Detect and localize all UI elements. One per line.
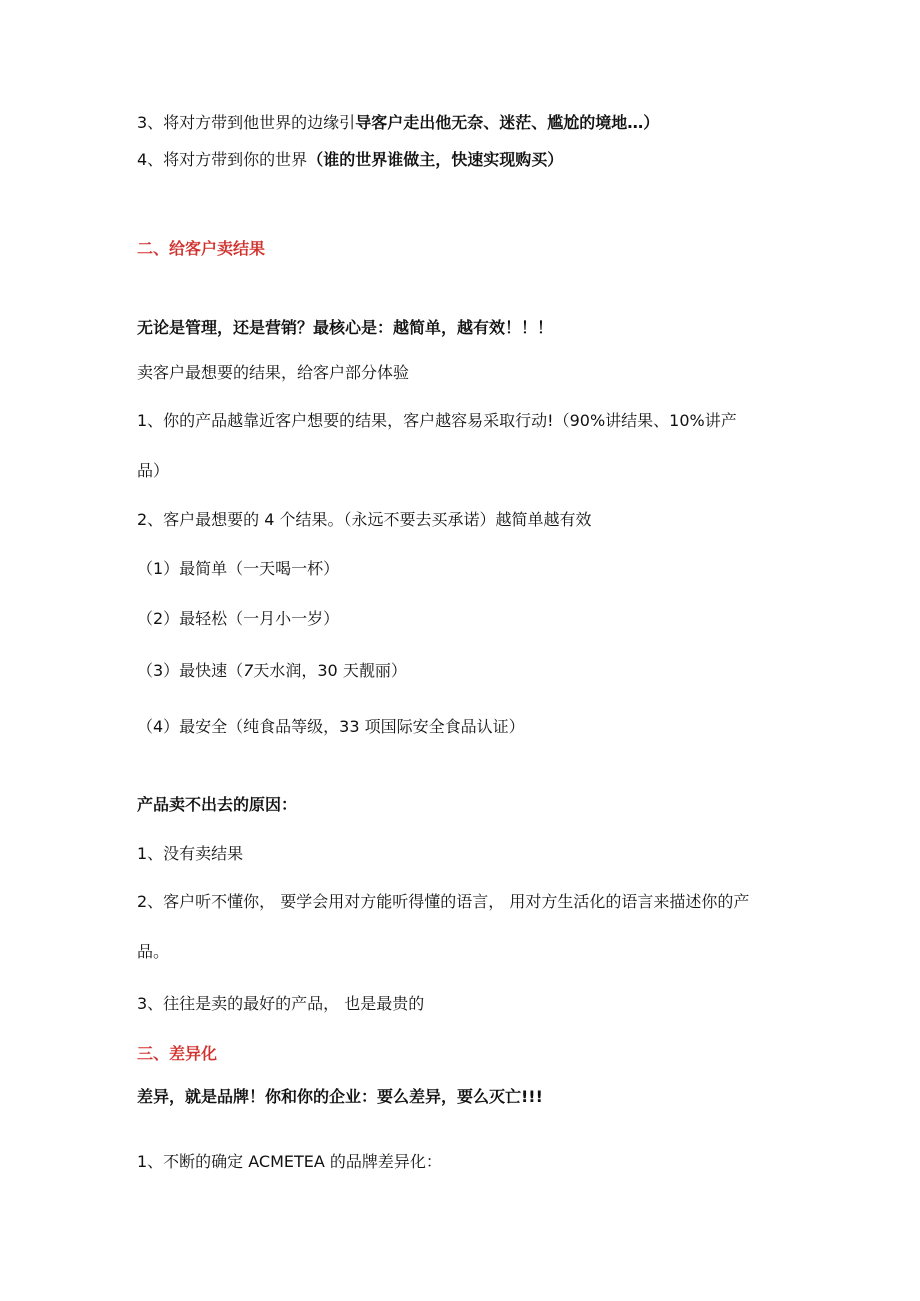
list-item-4 [137,150,563,170]
reasons-title: 产品卖不出去的原因： [137,795,298,814]
item-text: 4、将对方带到你的世界 [137,150,308,169]
section-heading-2: 二、给客户卖结果 [137,239,266,258]
result-item-1: （1）最简单（一天喝一杯） [137,559,340,578]
item-emphasis: 导客户走出他无奈、迷茫、尴尬的境地…） [355,113,660,132]
paragraph-subtitle: 卖客户最想要的结果，给客户部分体验 [137,363,410,382]
reason-2-line-2: 品。 [137,942,170,961]
paragraph-brand: 1、不断的确定 ACMETEA 的品牌差异化： [137,1152,442,1171]
section-thesis-2: 无论是管理，还是营销？最核心是：越简单，越有效！！！ [137,318,554,337]
reason-1: 1、没有卖结果 [137,844,244,863]
item-emphasis: （谁的世界谁做主，快速实现购买） [307,150,564,169]
section-heading-3: 三、差异化 [137,1044,218,1063]
item-text: 3、将对方带到他世界的边缘引 [137,113,356,132]
result-number: 7 [243,661,254,680]
result-item-2: （2）最轻松（一月小一岁） [137,609,340,628]
result-text: 天水润，30 天靓丽） [253,661,407,680]
result-item-4: （4）最安全（纯食品等级，33 项国际安全食品认证） [137,717,525,736]
paragraph-2: 2、客户最想要的 4 个结果。（永远不要去买承诺）越简单越有效 [137,510,592,529]
paragraph-1-line-1: 1、你的产品越靠近客户想要的结果，客户越容易采取行动!（90%讲结果、10%讲产 [137,411,737,430]
reason-3: 3、往往是卖的最好的产品， 也是最贵的 [137,994,425,1013]
section-thesis-3: 差异，就是品牌！你和你的企业：要么差异，要么灭亡!!! [137,1087,543,1106]
result-item-3 [137,661,407,681]
result-text: （3）最快速（ [137,661,244,680]
reason-2-line-1: 2、客户听不懂你， 要学会用对方能听得懂的语言， 用对方生活化的语言来描述你的产 [137,892,750,911]
list-item-3 [137,113,659,133]
paragraph-1-line-2: 品） [137,461,170,480]
